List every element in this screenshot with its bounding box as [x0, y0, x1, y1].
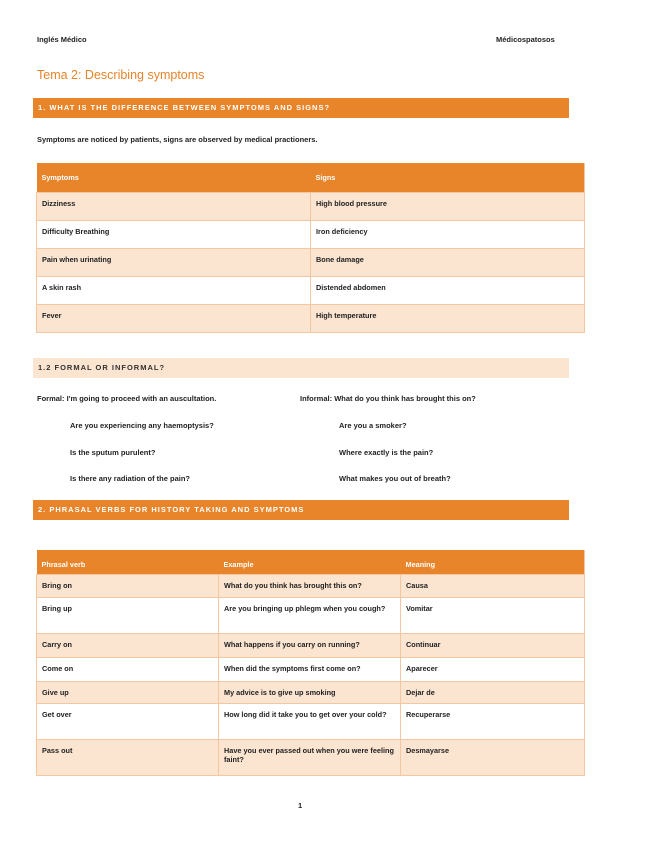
example-cell: What happens if you carry on running?	[219, 633, 401, 657]
example-cell: Have you ever passed out when you were feeling faint?	[219, 739, 401, 775]
symptom-cell: A skin rash	[37, 276, 311, 304]
table-row	[37, 597, 585, 633]
section-1-intro: Symptoms are noticed by patients, signs are observed by medical practioners.	[37, 135, 318, 144]
symptom-cell: Difficulty Breathing	[37, 220, 311, 248]
table-header-row	[37, 163, 585, 192]
phrasal-verb-cell: Give up	[37, 681, 219, 703]
formal-example-text: I'm going to proceed with an auscultation.	[66, 394, 217, 403]
meaning-cell: Continuar	[401, 633, 585, 657]
table-row	[37, 248, 585, 276]
table-row	[37, 220, 585, 248]
example-cell: My advice is to give up smoking	[219, 681, 401, 703]
example-cell: Are you bringing up phlegm when you cough?	[219, 597, 401, 633]
table-row	[37, 657, 585, 681]
section-2-heading: 2. PHRASAL VERBS FOR HISTORY TAKING AND SYMPTOMS	[33, 500, 569, 520]
phrasal-verb-cell: Come on	[37, 657, 219, 681]
symptom-cell: Dizziness	[37, 192, 311, 220]
page-title: Tema 2: Describing symptoms	[37, 68, 205, 82]
table-row	[37, 276, 585, 304]
table-row	[37, 681, 585, 703]
meaning-cell: Causa	[401, 574, 585, 597]
informal-question: Are you a smoker?	[339, 421, 407, 430]
column-header-phrasal-verb: Phrasal verb	[37, 550, 219, 574]
formal-question: Is there any radiation of the pain?	[70, 474, 191, 483]
meaning-cell: Desmayarse	[401, 739, 585, 775]
sign-cell: Iron deficiency	[311, 220, 585, 248]
table-header-row	[37, 550, 585, 574]
sign-cell: Distended abdomen	[311, 276, 585, 304]
meaning-cell: Vomitar	[401, 597, 585, 633]
table-row	[37, 192, 585, 220]
informal-question: What makes you out of breath?	[339, 474, 451, 483]
table-row	[37, 633, 585, 657]
example-cell: How long did it take you to get over your cold?	[219, 703, 401, 739]
formal-question: Are you experiencing any haemoptysis?	[70, 421, 214, 430]
section-1-2-heading: 1.2 FORMAL OR INFORMAL?	[33, 358, 569, 378]
header-right: Médicospatosos	[496, 35, 555, 44]
meaning-cell: Aparecer	[401, 657, 585, 681]
informal-label: Informal:	[300, 394, 333, 403]
phrasal-verb-cell: Carry on	[37, 633, 219, 657]
phrasal-verb-cell: Bring up	[37, 597, 219, 633]
section-1-heading: 1. WHAT IS THE DIFFERENCE BETWEEN SYMPTOMS AND SIGNS?	[33, 98, 569, 118]
table-row	[37, 703, 585, 739]
formal-question: Is the sputum purulent?	[70, 448, 156, 457]
meaning-cell: Recuperarse	[401, 703, 585, 739]
informal-question: Where exactly is the pain?	[339, 448, 434, 457]
page-number: 1	[298, 801, 303, 810]
table-row	[37, 304, 585, 332]
phrasal-verbs-table	[36, 550, 585, 776]
column-header-signs: Signs	[311, 163, 585, 192]
sign-cell: High temperature	[311, 304, 585, 332]
column-header-symptoms: Symptoms	[37, 163, 311, 192]
table-row	[37, 574, 585, 597]
column-header-meaning: Meaning	[401, 550, 585, 574]
formal-label: Formal:	[37, 394, 65, 403]
sign-cell: High blood pressure	[311, 192, 585, 220]
phrasal-verb-cell: Get over	[37, 703, 219, 739]
phrasal-verb-cell: Bring on	[37, 574, 219, 597]
symptoms-signs-table	[36, 163, 585, 333]
table-row	[37, 739, 585, 775]
informal-example	[300, 394, 476, 403]
column-header-example: Example	[219, 550, 401, 574]
symptom-cell: Fever	[37, 304, 311, 332]
header-left: Inglés Médico	[37, 35, 87, 44]
phrasal-verb-cell: Pass out	[37, 739, 219, 775]
formal-example	[37, 394, 216, 403]
example-cell: What do you think has brought this on?	[219, 574, 401, 597]
informal-example-text: What do you think has brought this on?	[334, 394, 476, 403]
symptom-cell: Pain when urinating	[37, 248, 311, 276]
sign-cell: Bone damage	[311, 248, 585, 276]
meaning-cell: Dejar de	[401, 681, 585, 703]
example-cell: When did the symptoms first come on?	[219, 657, 401, 681]
